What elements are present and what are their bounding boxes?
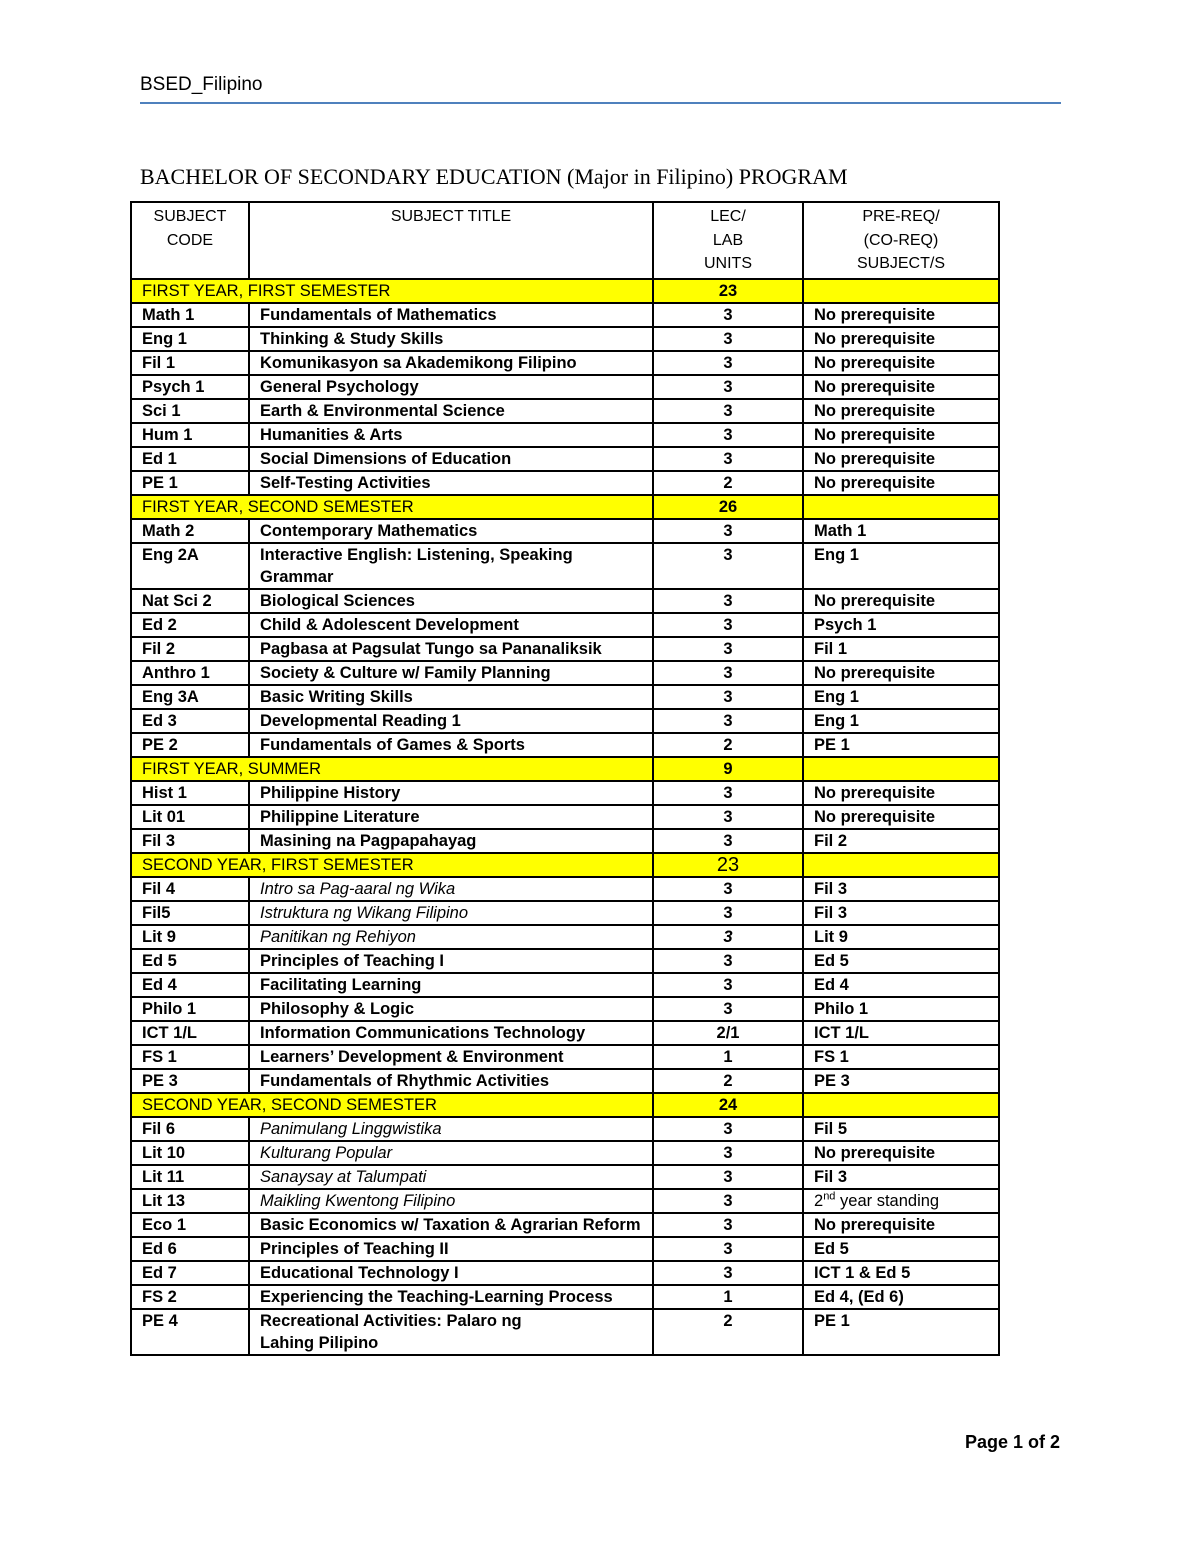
subject-units: 3 xyxy=(653,589,803,613)
subject-prereq: No prerequisite xyxy=(803,423,999,447)
table-row xyxy=(131,805,999,829)
subject-code: FS 2 xyxy=(131,1285,249,1309)
table-row xyxy=(131,1237,999,1261)
subject-units: 3 xyxy=(653,613,803,637)
subject-prereq: No prerequisite xyxy=(803,447,999,471)
subject-title: Maikling Kwentong Filipino xyxy=(249,1189,653,1213)
subject-code: Psych 1 xyxy=(131,375,249,399)
subject-units: 2 xyxy=(653,733,803,757)
subject-units: 3 xyxy=(653,637,803,661)
table-row xyxy=(131,685,999,709)
col-header-line: (CO-REQ) xyxy=(863,231,939,249)
curriculum-table xyxy=(130,201,1000,1356)
table-row xyxy=(131,519,999,543)
subject-code: Hist 1 xyxy=(131,781,249,805)
subject-prereq: No prerequisite xyxy=(803,805,999,829)
subject-prereq: Ed 5 xyxy=(803,1237,999,1261)
subject-prereq: No prerequisite xyxy=(803,1141,999,1165)
subject-code: ICT 1/L xyxy=(131,1021,249,1045)
subject-code: FS 1 xyxy=(131,1045,249,1069)
subject-code: Ed 4 xyxy=(131,973,249,997)
table-row xyxy=(131,1213,999,1237)
curriculum-table-wrapper xyxy=(130,201,998,1356)
subject-units: 3 xyxy=(653,447,803,471)
subject-units: 3 xyxy=(653,877,803,901)
subject-code: Eng 1 xyxy=(131,327,249,351)
subject-title: Principles of Teaching I xyxy=(249,949,653,973)
subject-prereq: No prerequisite xyxy=(803,589,999,613)
document-header: BSED_Filipino xyxy=(140,74,263,95)
subject-code: Lit 11 xyxy=(131,1165,249,1189)
section-units: 23 xyxy=(653,279,803,303)
subject-title: Society & Culture w/ Family Planning xyxy=(249,661,653,685)
subject-code: Lit 01 xyxy=(131,805,249,829)
subject-code: PE 2 xyxy=(131,733,249,757)
table-row xyxy=(131,1069,999,1093)
subject-code: Eco 1 xyxy=(131,1213,249,1237)
subject-prereq: ICT 1/L xyxy=(803,1021,999,1045)
subject-units: 2 xyxy=(653,1309,803,1355)
table-row xyxy=(131,709,999,733)
subject-prereq: No prerequisite xyxy=(803,327,999,351)
subject-code: Fil 3 xyxy=(131,829,249,853)
subject-prereq: Eng 1 xyxy=(803,685,999,709)
subject-units: 3 xyxy=(653,519,803,543)
subject-prereq: FS 1 xyxy=(803,1045,999,1069)
subject-units: 3 xyxy=(653,709,803,733)
subject-units: 3 xyxy=(653,925,803,949)
subject-code: PE 4 xyxy=(131,1309,249,1355)
subject-title: Principles of Teaching II xyxy=(249,1237,653,1261)
section-empty-cell xyxy=(803,495,999,519)
section-empty-cell xyxy=(803,757,999,781)
section-label: SECOND YEAR, SECOND SEMESTER xyxy=(131,1093,653,1117)
table-row xyxy=(131,781,999,805)
subject-code: Fil 1 xyxy=(131,351,249,375)
subject-units: 3 xyxy=(653,1165,803,1189)
subject-prereq: Fil 2 xyxy=(803,829,999,853)
subject-units: 3 xyxy=(653,1213,803,1237)
table-row xyxy=(131,589,999,613)
document-title: BACHELOR OF SECONDARY EDUCATION (Major in Filipino) PROGRAM xyxy=(140,164,848,189)
subject-title: Social Dimensions of Education xyxy=(249,447,653,471)
section-row xyxy=(131,853,999,877)
subject-prereq: PE 1 xyxy=(803,1309,999,1355)
subject-prereq: PE 3 xyxy=(803,1069,999,1093)
subject-title: Masining na Pagpapahayag xyxy=(249,829,653,853)
table-row xyxy=(131,471,999,495)
subject-title: Self-Testing Activities xyxy=(249,471,653,495)
subject-code: Ed 6 xyxy=(131,1237,249,1261)
subject-code: Hum 1 xyxy=(131,423,249,447)
subject-title: General Psychology xyxy=(249,375,653,399)
subject-units: 3 xyxy=(653,399,803,423)
subject-code: Ed 3 xyxy=(131,709,249,733)
prereq-number: 2 xyxy=(814,1191,824,1210)
subject-units: 3 xyxy=(653,543,803,589)
subject-prereq: Math 1 xyxy=(803,519,999,543)
subject-prereq: Fil 3 xyxy=(803,1165,999,1189)
subject-prereq: No prerequisite xyxy=(803,781,999,805)
subject-title: Basic Economics w/ Taxation & Agrarian Reform xyxy=(249,1213,653,1237)
table-row xyxy=(131,829,999,853)
col-header-line: SUBJECT/S xyxy=(856,255,945,272)
subject-units: 2/1 xyxy=(653,1021,803,1045)
subject-code: Math 2 xyxy=(131,519,249,543)
table-row xyxy=(131,303,999,327)
table-row xyxy=(131,423,999,447)
table-row xyxy=(131,1261,999,1285)
col-header-subject-code xyxy=(131,202,249,279)
table-row xyxy=(131,997,999,1021)
table-header-row xyxy=(131,202,999,279)
subject-units: 1 xyxy=(653,1285,803,1309)
table-row xyxy=(131,1117,999,1141)
page-number: Page 1 of 2 xyxy=(964,1432,1060,1452)
section-empty-cell xyxy=(803,853,999,877)
table-row xyxy=(131,925,999,949)
subject-title: Educational Technology I xyxy=(249,1261,653,1285)
subject-code: Ed 1 xyxy=(131,447,249,471)
subject-units: 3 xyxy=(653,685,803,709)
subject-code: Ed 7 xyxy=(131,1261,249,1285)
subject-title: Interactive English: Listening, Speaking Grammar xyxy=(249,543,653,589)
subject-title: Philippine Literature xyxy=(249,805,653,829)
subject-code: Ed 2 xyxy=(131,613,249,637)
table-row xyxy=(131,901,999,925)
col-header-subject-title: SUBJECT TITLE xyxy=(249,202,653,279)
subject-prereq: No prerequisite xyxy=(803,375,999,399)
table-row xyxy=(131,399,999,423)
table-row xyxy=(131,637,999,661)
subject-title: Experiencing the Teaching-Learning Process xyxy=(249,1285,653,1309)
subject-prereq: PE 1 xyxy=(803,733,999,757)
table-row xyxy=(131,613,999,637)
subject-prereq: No prerequisite xyxy=(803,471,999,495)
section-row xyxy=(131,1093,999,1117)
subject-code: Ed 5 xyxy=(131,949,249,973)
subject-prereq: Psych 1 xyxy=(803,613,999,637)
subject-units: 3 xyxy=(653,303,803,327)
subject-code: Sci 1 xyxy=(131,399,249,423)
table-row xyxy=(131,327,999,351)
subject-code: Eng 2A xyxy=(131,543,249,589)
section-units: 23 xyxy=(653,853,803,877)
subject-units: 3 xyxy=(653,327,803,351)
section-label: SECOND YEAR, FIRST SEMESTER xyxy=(131,853,653,877)
subject-prereq: No prerequisite xyxy=(803,303,999,327)
subject-units: 3 xyxy=(653,1117,803,1141)
subject-units: 3 xyxy=(653,423,803,447)
subject-prereq: Lit 9 xyxy=(803,925,999,949)
subject-title: Humanities & Arts xyxy=(249,423,653,447)
subject-title: Recreational Activities: Palaro ng Lahing Pilipino xyxy=(249,1309,653,1355)
subject-units: 3 xyxy=(653,375,803,399)
table-row xyxy=(131,1309,999,1355)
subject-title: Panitikan ng Rehiyon xyxy=(249,925,653,949)
subject-code: Fil 6 xyxy=(131,1117,249,1141)
table-row xyxy=(131,973,999,997)
subject-title: Facilitating Learning xyxy=(249,973,653,997)
subject-code: PE 3 xyxy=(131,1069,249,1093)
subject-code: PE 1 xyxy=(131,471,249,495)
subject-title: Pagbasa at Pagsulat Tungo sa Pananaliksik xyxy=(249,637,653,661)
subject-title: Child & Adolescent Development xyxy=(249,613,653,637)
subject-title: Komunikasyon sa Akademikong Filipino xyxy=(249,351,653,375)
subject-units: 3 xyxy=(653,351,803,375)
table-row xyxy=(131,1165,999,1189)
subject-code: Philo 1 xyxy=(131,997,249,1021)
subject-title: Biological Sciences xyxy=(249,589,653,613)
subject-prereq: No prerequisite xyxy=(803,1213,999,1237)
table-row xyxy=(131,351,999,375)
subject-title: Sanaysay at Talumpati xyxy=(249,1165,653,1189)
subject-code: Fil 4 xyxy=(131,877,249,901)
table-row xyxy=(131,877,999,901)
subject-title: Thinking & Study Skills xyxy=(249,327,653,351)
subject-units: 3 xyxy=(653,973,803,997)
section-units: 9 xyxy=(653,757,803,781)
subject-title: Philosophy & Logic xyxy=(249,997,653,1021)
subject-code: Nat Sci 2 xyxy=(131,589,249,613)
subject-prereq: Philo 1 xyxy=(803,997,999,1021)
subject-title: Fundamentals of Mathematics xyxy=(249,303,653,327)
subject-title: Developmental Reading 1 xyxy=(249,709,653,733)
col-header-line: LAB xyxy=(712,231,744,249)
subject-code: Lit 10 xyxy=(131,1141,249,1165)
subject-prereq: Fil 1 xyxy=(803,637,999,661)
section-empty-cell xyxy=(803,1093,999,1117)
subject-prereq: Fil 3 xyxy=(803,901,999,925)
table-row xyxy=(131,1141,999,1165)
subject-code: Lit 9 xyxy=(131,925,249,949)
subject-units: 3 xyxy=(653,781,803,805)
subject-title: Basic Writing Skills xyxy=(249,685,653,709)
subject-code: Eng 3A xyxy=(131,685,249,709)
subject-title: Panimulang Linggwistika xyxy=(249,1117,653,1141)
subject-code: Fil5 xyxy=(131,901,249,925)
section-label: FIRST YEAR, FIRST SEMESTER xyxy=(131,279,653,303)
subject-units: 3 xyxy=(653,1189,803,1213)
col-header-line: SUBJECT xyxy=(153,208,227,225)
subject-units: 3 xyxy=(653,997,803,1021)
subject-code: Anthro 1 xyxy=(131,661,249,685)
subject-prereq: No prerequisite xyxy=(803,351,999,375)
table-row xyxy=(131,949,999,973)
subject-units: 1 xyxy=(653,1045,803,1069)
subject-prereq: Eng 1 xyxy=(803,709,999,733)
subject-title: Earth & Environmental Science xyxy=(249,399,653,423)
table-row xyxy=(131,375,999,399)
subject-units: 3 xyxy=(653,1141,803,1165)
subject-title: Kulturang Popular xyxy=(249,1141,653,1165)
table-row xyxy=(131,1021,999,1045)
subject-prereq: Ed 4, (Ed 6) xyxy=(803,1285,999,1309)
subject-title: Contemporary Mathematics xyxy=(249,519,653,543)
subject-prereq: Fil 3 xyxy=(803,877,999,901)
subject-title: Fundamentals of Games & Sports xyxy=(249,733,653,757)
subject-title: Istruktura ng Wikang Filipino xyxy=(249,901,653,925)
col-header-prerequisite xyxy=(803,202,999,279)
section-label: FIRST YEAR, SECOND SEMESTER xyxy=(131,495,653,519)
subject-units: 2 xyxy=(653,471,803,495)
subject-units: 2 xyxy=(653,1069,803,1093)
section-row xyxy=(131,495,999,519)
prereq-text: year standing xyxy=(835,1191,940,1210)
subject-code: Fil 2 xyxy=(131,637,249,661)
table-row xyxy=(131,733,999,757)
table-row xyxy=(131,447,999,471)
section-units: 24 xyxy=(653,1093,803,1117)
subject-prereq xyxy=(803,1189,999,1213)
subject-title: Intro sa Pag-aaral ng Wika xyxy=(249,877,653,901)
subject-code: Math 1 xyxy=(131,303,249,327)
section-row xyxy=(131,279,999,303)
section-units: 26 xyxy=(653,495,803,519)
subject-title: Learners’ Development & Environment xyxy=(249,1045,653,1069)
section-label: FIRST YEAR, SUMMER xyxy=(131,757,653,781)
subject-title: Philippine History xyxy=(249,781,653,805)
table-row xyxy=(131,1285,999,1309)
subject-units: 3 xyxy=(653,805,803,829)
subject-units: 3 xyxy=(653,829,803,853)
table-row xyxy=(131,543,999,589)
subject-prereq: ICT 1 & Ed 5 xyxy=(803,1261,999,1285)
col-header-units xyxy=(653,202,803,279)
subject-units: 3 xyxy=(653,1261,803,1285)
table-row xyxy=(131,1189,999,1213)
col-header-line: UNITS xyxy=(704,255,752,272)
col-header-line: CODE xyxy=(166,231,214,249)
section-row xyxy=(131,757,999,781)
subject-prereq: Ed 5 xyxy=(803,949,999,973)
subject-title: Information Communications Technology xyxy=(249,1021,653,1045)
subject-units: 3 xyxy=(653,949,803,973)
header-rule xyxy=(140,102,1061,104)
subject-prereq: No prerequisite xyxy=(803,399,999,423)
subject-prereq: No prerequisite xyxy=(803,661,999,685)
subject-prereq: Eng 1 xyxy=(803,543,999,589)
subject-prereq: Fil 5 xyxy=(803,1117,999,1141)
col-header-line: LEC/ xyxy=(710,208,746,225)
prereq-ordinal: nd xyxy=(823,1190,836,1202)
subject-units: 3 xyxy=(653,661,803,685)
section-empty-cell xyxy=(803,279,999,303)
subject-prereq: Ed 4 xyxy=(803,973,999,997)
subject-units: 3 xyxy=(653,1237,803,1261)
col-header-line: PRE-REQ/ xyxy=(862,208,940,225)
table-row xyxy=(131,661,999,685)
table-row xyxy=(131,1045,999,1069)
subject-units: 3 xyxy=(653,901,803,925)
subject-title: Fundamentals of Rhythmic Activities xyxy=(249,1069,653,1093)
subject-code: Lit 13 xyxy=(131,1189,249,1213)
